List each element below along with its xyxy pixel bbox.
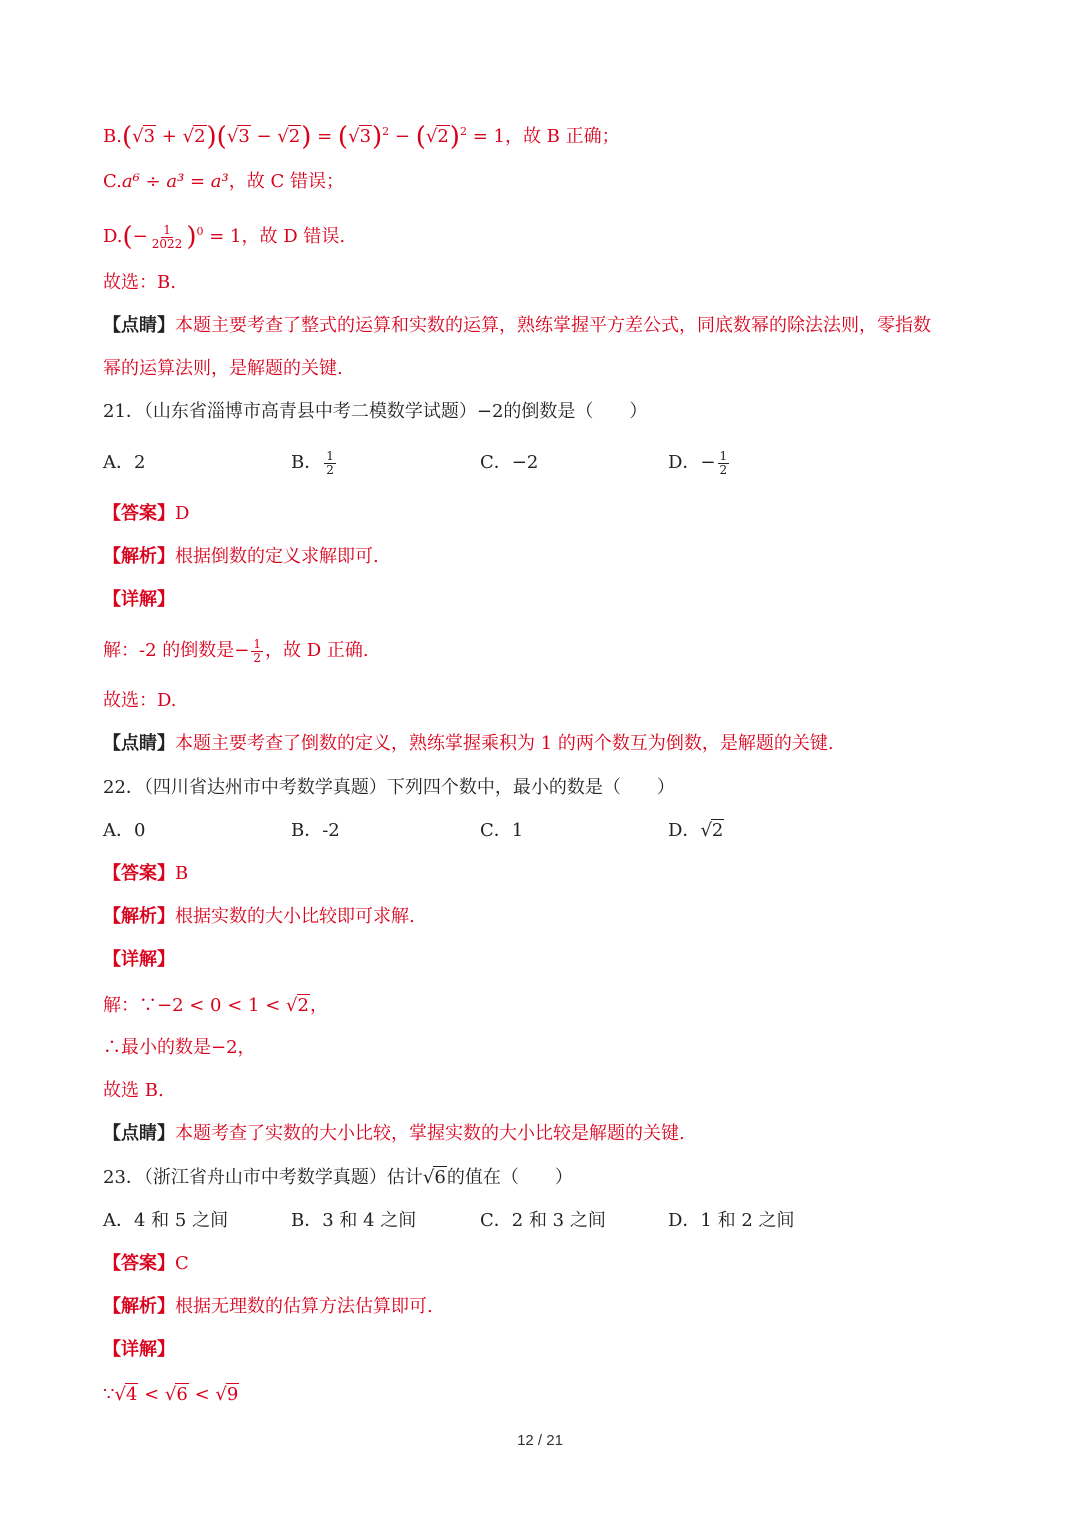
solution-text: ， (309, 995, 328, 1016)
question-22-stem: 22．（四川省达州市中考数学真题）下列四个数中，最小的数是（ ） (103, 777, 675, 798)
option-label: D．− (668, 452, 716, 473)
radicand: 2 (194, 126, 206, 147)
question-21-stem: 21．（山东省淄博市高青县中考二模数学试题）−2的倒数是（ ） (103, 401, 648, 422)
label-b: B. (103, 126, 122, 147)
fraction-numerator: 1 (326, 448, 334, 463)
solution-line-d: D.(− $\frac{1}{2022}$ )$^0$ = 1，故 D 错误. (103, 222, 346, 252)
q21-tip (103, 729, 1020, 759)
page-number: 12 / 21 (517, 1432, 563, 1449)
radicand: 2 (297, 995, 309, 1016)
radicand: 9 (226, 1384, 239, 1405)
fraction (718, 450, 730, 477)
answer-label: 【答案】 (103, 503, 175, 524)
q23-analysis (103, 1292, 1020, 1322)
analysis-text: 根据无理数的估算方法估算即可. (175, 1296, 433, 1317)
q21-detail-label: 【详解】 (103, 589, 175, 610)
label-c: C. (103, 171, 122, 192)
tip-label: 【点睛】 (103, 1123, 175, 1144)
q21-option-b (291, 448, 338, 478)
q22-analysis (103, 902, 1020, 932)
radicand: 2 (288, 126, 301, 147)
answer-label: 【答案】 (103, 863, 175, 884)
fraction-denominator: 2 (253, 650, 261, 665)
answer-value: D (175, 503, 190, 524)
conclusion-text: ，故 D 错误. (241, 226, 346, 247)
tip-text: 本题主要考查了倒数的定义，熟练掌握乘积为 1 的两个数互为倒数，是解题的关键. (175, 733, 834, 754)
q22-choose: 故选 B. (103, 1080, 164, 1101)
q23-option-c: C．2 和 3 之间 (480, 1210, 606, 1231)
answer-value: C (175, 1253, 189, 1274)
q22-tip (103, 1119, 1020, 1149)
fraction-numerator: 1 (163, 222, 171, 237)
radicand: 6 (434, 1167, 446, 1188)
solution-line-b: $B.(√3 + √2)(√3 - √2) = (√3)^2 - (√2)^2 = 1$，故 B 正确； (103, 122, 620, 152)
answer-value: B (175, 863, 189, 884)
q22-option-d: D．√2 (668, 820, 724, 841)
conclusion-text: ，故 C 错误； (228, 171, 344, 192)
option-label: D． (668, 820, 701, 841)
q21-analysis (103, 542, 1020, 572)
q22-answer (103, 859, 1020, 889)
q22-option-c: C．1 (480, 820, 524, 841)
tip-line (103, 311, 1020, 341)
conclusion-text: ，故 B 正确； (504, 126, 620, 147)
q23-option-a: A．4 和 5 之间 (103, 1210, 229, 1231)
q22-option-a: A．0 (103, 820, 146, 841)
equation-result: = 1 (209, 226, 242, 247)
analysis-label: 【解析】 (103, 1296, 175, 1317)
tip-label: 【点睛】 (103, 733, 175, 754)
radicand: 2 (437, 126, 449, 147)
q22-solution: 解：∵−2 < 0 < 1 < √2， (103, 995, 328, 1016)
question-23-stem: 23．（浙江省舟山市中考数学真题）估计√6的值在（ ） (103, 1167, 573, 1188)
fraction-denominator: 2 (719, 462, 728, 477)
q21-option-d (668, 448, 731, 478)
stem-text: 的值在（ ） (446, 1167, 573, 1188)
stem-text: 23．（浙江省舟山市中考数学真题）估计 (103, 1167, 423, 1188)
solution-text: ，故 D 正确. (264, 640, 369, 661)
analysis-label: 【解析】 (103, 546, 175, 567)
fraction (251, 638, 263, 665)
q23-answer (103, 1249, 1020, 1279)
answer-label: 【答案】 (103, 1253, 175, 1274)
tip-label: 【点睛】 (103, 315, 175, 336)
operator: < (138, 1384, 165, 1405)
solution-line-c (103, 167, 1020, 197)
q21-option-c: C．−2 (480, 452, 539, 473)
radicand: 3 (359, 126, 372, 147)
q23-solution: ∵√4 < √6 < √9 (103, 1384, 239, 1405)
q22-therefore: ∴最小的数是−2， (103, 1037, 256, 1058)
equation-result: = 1 (472, 126, 505, 147)
radicand: 3 (143, 126, 156, 147)
analysis-text: 根据实数的大小比较即可求解. (175, 906, 415, 927)
tip-text: 本题考查了实数的大小比较，掌握实数的大小比较是解题的关键. (175, 1123, 685, 1144)
radicand: 2 (711, 820, 724, 841)
tip-text: 本题主要考查了整式的运算和实数的运算，熟练掌握平方差公式，同底数幂的除法法则，零指数 (175, 315, 931, 336)
radicand: 6 (176, 1384, 188, 1405)
analysis-text: 根据倒数的定义求解即可. (175, 546, 379, 567)
fraction-denominator: 2 (326, 462, 334, 477)
tip-line-continued: 幂的运算法则，是解题的关键. (103, 358, 343, 379)
q21-solution (103, 636, 1020, 666)
fraction (150, 224, 185, 251)
radicand: 4 (125, 1384, 138, 1405)
q23-detail-label: 【详解】 (103, 1339, 175, 1360)
exponent: 0 (196, 225, 204, 238)
math-expression: a⁶ ÷ a³ = a³ (121, 171, 229, 192)
option-label: B． (291, 452, 323, 473)
radicand: 3 (238, 126, 250, 147)
solution-text: 解：∵−2 < 0 < 1 < (103, 995, 287, 1016)
solution-text: ∵ (103, 1384, 115, 1405)
q21-option-a: A．2 (103, 452, 146, 473)
q23-option-b: B．3 和 4 之间 (291, 1210, 417, 1231)
fraction-numerator: 1 (253, 636, 261, 651)
operator: < (188, 1384, 216, 1405)
q21-answer (103, 499, 1020, 529)
q22-detail-label: 【详解】 (103, 949, 175, 970)
fraction-numerator: 1 (719, 448, 728, 463)
q21-choose: 故选：D. (103, 690, 177, 711)
fraction-denominator: 2022 (151, 236, 183, 251)
choose-line: 故选：B. (103, 272, 176, 293)
analysis-label: 【解析】 (103, 906, 175, 927)
fraction (324, 450, 336, 477)
solution-text: 解：-2 的倒数是− (103, 640, 250, 661)
q23-option-d: D．1 和 2 之间 (668, 1210, 795, 1231)
q22-option-b: B．-2 (291, 820, 340, 841)
label-d: D. (103, 226, 123, 247)
